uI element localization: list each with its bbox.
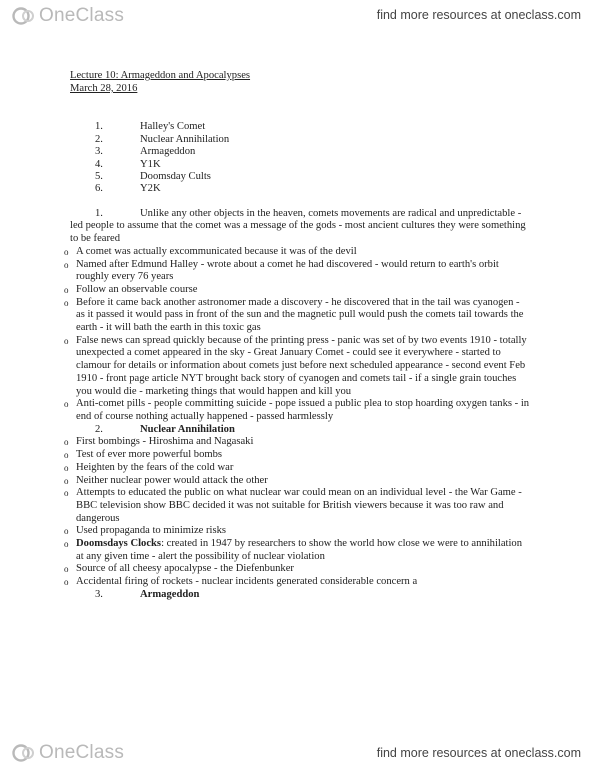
oneclass-logo-icon xyxy=(12,744,36,762)
list-item: o False news can spread quickly because of the printing press - panic was set of by two events 1910 - totally unexpected a comet appeared in the sky - Great January Comet - could see it everywhere - started to clamour for details or information about comets just before next scheduled appearance - second event Feb 1910 - front page article NYT brought back story of cyanogen and comets tail - if a single grain touches you would die - marketing things that would happen and kill you xyxy=(64,334,527,397)
topic-list xyxy=(70,121,530,195)
list-item: o Anti-comet pills - people committing suicide - pope issued a public plea to stop hoarding oxygen tanks - in end of course nothing actually happened - passed harmlessly xyxy=(64,398,530,422)
oneclass-logo[interactable] xyxy=(12,742,124,764)
list-item: o Accidental firing of rockets - nuclear incidents generated considerable concern a xyxy=(64,576,418,588)
page-footer xyxy=(0,736,595,770)
comet-paragraph: 1. Unlike any other objects in the heaven, comets movements are radical and unpredictable - led people to assume that the comet was a message of the gods - most ancient cultures they were something to be feared xyxy=(70,207,526,245)
find-resources-link[interactable]: find more resources at oneclass.com xyxy=(376,8,581,22)
list-item: o Attempts to educated the public on what nuclear war could mean on an individual level - the War Game - BBC television show BBC decided it was not suitable for British viewers because it was too raw and dangerous xyxy=(64,487,522,524)
topic-item: 5. Doomsday Cults xyxy=(95,170,211,182)
list-item: o Before it came back another astronomer made a discovery - he discovered that in the tail was cyanogen - as it passed it would pass in front of the sun and the magnetic pull would push the comets tail towards the earth - it will bath the earth in this toxic gas xyxy=(64,296,524,334)
lecture-date: March 28, 2016 xyxy=(70,82,138,94)
topic-item: 6. Y2K xyxy=(95,183,161,195)
topic-item: 4. Y1K xyxy=(95,158,161,170)
list-item: o Heighten by the fears of the cold war xyxy=(64,461,234,473)
nuclear-bullets xyxy=(64,436,530,588)
list-item: o Neither nuclear power would attack the other xyxy=(64,474,268,486)
logo-text: OneClass xyxy=(39,5,125,26)
find-resources-link[interactable]: find more resources at oneclass.com xyxy=(376,746,581,760)
list-item: o A comet was actually excommunicated because it was of the devil xyxy=(64,245,357,257)
topic-item: 2. Nuclear Annihilation xyxy=(95,133,230,145)
list-item: o Used propaganda to minimize risks xyxy=(64,525,227,537)
document-body xyxy=(64,70,530,602)
page-header xyxy=(0,0,595,32)
list-item: o Test of ever more powerful bombs xyxy=(64,449,223,461)
oneclass-logo[interactable] xyxy=(12,5,124,27)
topic-item: 1. Halley's Comet xyxy=(95,121,206,133)
list-item: o Follow an observable course xyxy=(64,283,198,295)
topic-item: 3. Armageddon xyxy=(95,146,196,158)
list-item: o Doomsdays Clocks: created in 1947 by researchers to show the world how close we were to annihilation at any given time - alert the possibility of nuclear violation xyxy=(64,538,523,562)
oneclass-logo-icon xyxy=(12,7,36,25)
list-item: o Source of all cheesy apocalypse - the Diefenbunker xyxy=(64,563,294,575)
section-heading: 3. Armageddon xyxy=(95,588,200,600)
logo-text: OneClass xyxy=(39,742,125,763)
list-item: o Named after Edmund Halley - wrote about a comet he had discovered - would return to earth's orbit roughly every 76 years xyxy=(64,258,499,283)
comet-bullets xyxy=(64,245,530,424)
section-heading: 2. Nuclear Annihilation xyxy=(95,423,235,435)
list-item: o First bombings - Hiroshima and Nagasaki xyxy=(64,436,254,448)
lecture-title: Lecture 10: Armageddon and Apocalypses xyxy=(70,70,251,81)
